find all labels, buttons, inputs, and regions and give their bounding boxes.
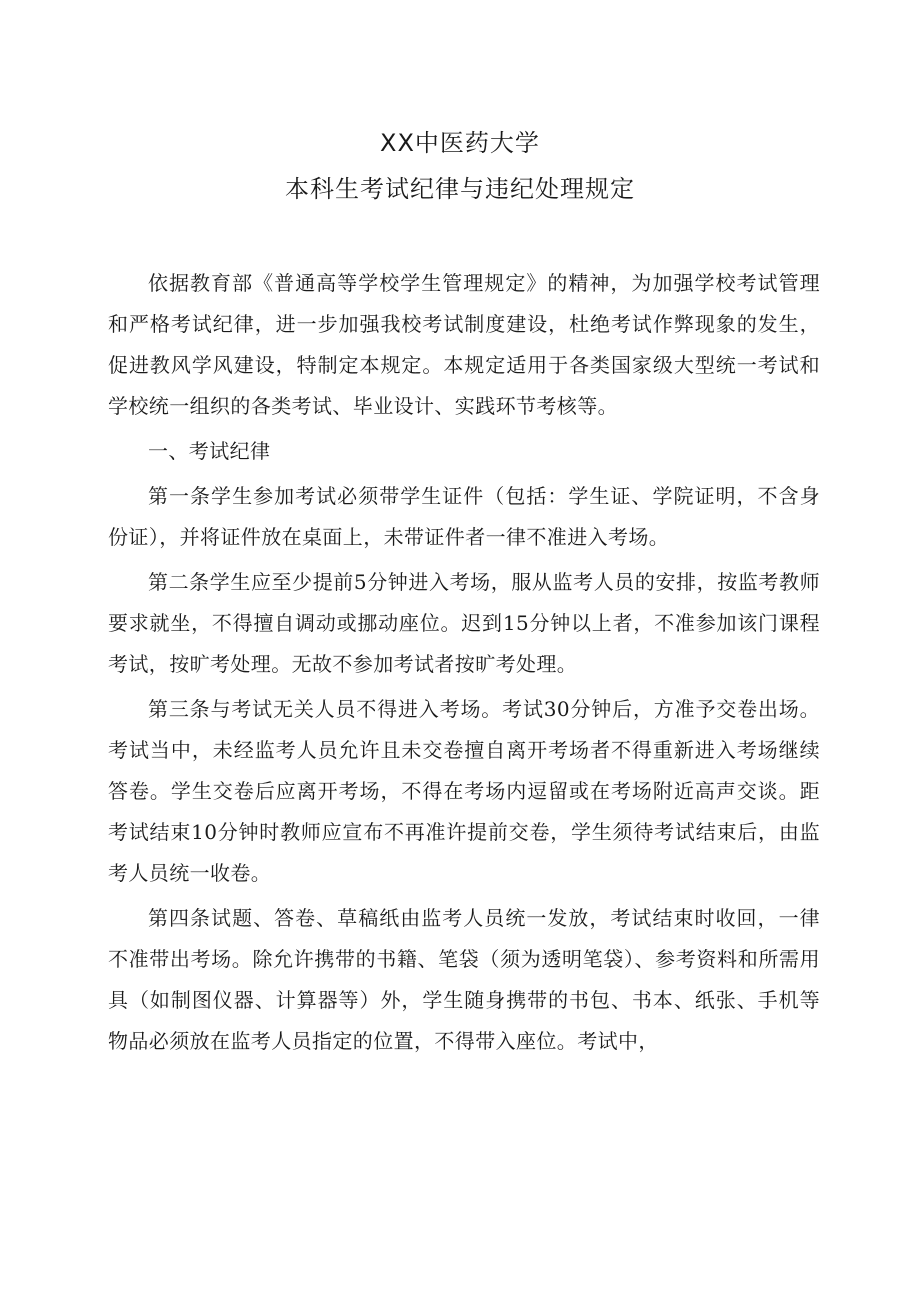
document-body xyxy=(108,263,820,1062)
paragraph-article-3: 第三条与考试无关人员不得进入考场。考试30分钟后，方准予交卷出场。考试当中，未经监考人员允许且未交卷擅自离开考场者不得重新进入考场继续答卷。学生交卷后应离开考场，不得在考场内逗留或在考场附近高声交谈。距考试结束10分钟时教师应宣布不再准许提前交卷，学生须待考试结束后，由监考人员统一收卷。 xyxy=(108,697,820,885)
title-university: XX中医药大学 xyxy=(380,129,540,157)
paragraph-article-1: 第一条学生参加考试必须带学生证件（包括：学生证、学院证明，不含身份证），并将证件放在桌面上，未带证件者一律不准进入考场。 xyxy=(108,484,820,549)
paragraph-article-2: 第二条学生应至少提前5分钟进入考场，服从监考人员的安排，按监考教师要求就坐，不得擅自调动或挪动座位。迟到15分钟以上者，不准参加该门课程考试，按旷考处理。无故不参加考试者按旷考处理。 xyxy=(108,570,820,676)
paragraph-article-4: 第四条试题、答卷、草稿纸由监考人员统一发放，考试结束时收回，一律不准带出考场。除允许携带的书籍、笔袋（须为透明笔袋）、参考资料和所需用具（如制图仪器、计算器等）外，学生随身携带的书包、书本、纸张、手机等物品必须放在监考人员指定的位置，不得带入座位。考试中， xyxy=(108,906,820,1053)
section-heading-exam-discipline: 一、考试纪律 xyxy=(148,439,271,463)
paragraph-preamble: 依据教育部《普通高等学校学生管理规定》的精神，为加强学校考试管理和严格考试纪律，进一步加强我校考试制度建设，杜绝考试作弊现象的发生，促进教风学风建设，特制定本规定。本规定适用于各类国家级大型统一考试和学校统一组织的各类考试、毕业设计、实践环节考核等。 xyxy=(108,271,820,418)
document-title xyxy=(0,120,920,212)
title-regulation: 本科生考试纪律与违纪处理规定 xyxy=(285,175,635,203)
